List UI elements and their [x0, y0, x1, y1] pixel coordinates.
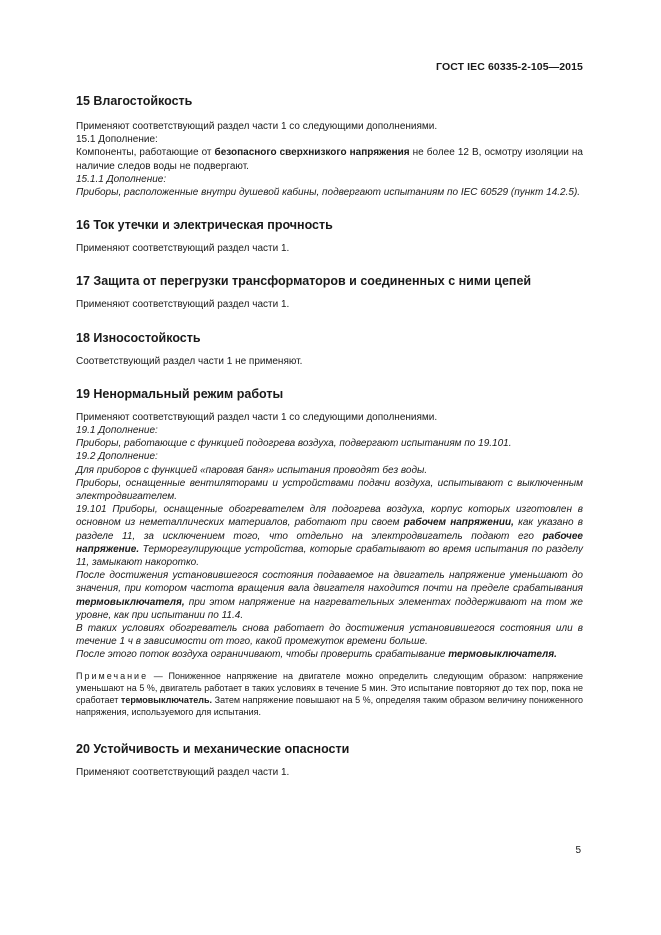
- section-18-title: 18 Износостойкость: [76, 330, 201, 345]
- section-16-title: 16 Ток утечки и электрическая прочность: [76, 218, 333, 233]
- term-thermal-cutout: термовыключателя,: [76, 596, 185, 608]
- term-rated-voltage: рабочем напряжении,: [403, 517, 514, 529]
- section-19-p7-text-c: как указано в разделе 11, за исключением того, что отдельно на электродвигатель подают его: [76, 517, 583, 542]
- term-selv: безопасного сверхнизкого напряжения: [214, 147, 410, 159]
- note-text-c: Затем напряжение повышают на 5 %, определяя таким образом величину пониженного напряжения, используемого для испытания.: [76, 695, 583, 718]
- term-thermal-cutout-3: термовыключатель.: [120, 695, 213, 706]
- section-16: [76, 217, 583, 255]
- section-17: [76, 273, 583, 311]
- section-19-p9: В таких условиях обогреватель снова работает до достижения установившегося состояния или в течение 1 ч в зависимости от того, какой промежуток времени больше.: [76, 623, 583, 648]
- section-15-p2: 15.1 Дополнение:: [76, 134, 158, 146]
- term-rated-voltage-2: рабочее напряжение.: [76, 530, 583, 555]
- section-15-p3-text-c: не более 12 В, осмотру изоляции на наличие следов воды не подвергают.: [76, 147, 583, 172]
- section-15-title: 15 Влагостойкость: [76, 94, 193, 108]
- note-text-a: — Пониженное напряжение на двигателе можно определить следующим образом: напряжение уменьшают на 5 %, двигатель работает в таких условиях в течение 5 мин. Это испытание повторяют до тех пор, пока не сработает: [76, 670, 583, 706]
- section-19-p7: [76, 503, 583, 569]
- note-label: Примечание: [76, 670, 149, 681]
- section-20-p1: Применяют соответствующий раздел части 1.: [76, 766, 290, 778]
- term-thermal-cutout-2: термовыключателя.: [448, 649, 557, 661]
- page-number: 5: [575, 845, 581, 856]
- page-content: [76, 86, 583, 779]
- section-19-p8-text-a: После достижения установившегося состояния подаваемое на двигатель напряжение уменьшают до значения, при котором частота вращения вала двигателя находится почти на пределе срабатывания: [76, 570, 583, 595]
- section-19-p2: 19.1 Дополнение:: [76, 425, 158, 437]
- section-19-p1: Применяют соответствующий раздел части 1 со следующими дополнениями.: [76, 411, 438, 423]
- section-19-p8: [76, 569, 583, 622]
- section-15-p3-text-a: Компоненты, работающие от: [76, 147, 215, 159]
- section-18: [76, 330, 583, 368]
- section-17-p1: Применяют соответствующий раздел части 1.: [76, 299, 290, 311]
- section-19-p7-text-e: Терморегулирующие устройства, которые срабатывают во время испытания по разделу 11, замыкают накоротко.: [76, 543, 583, 569]
- section-19-title: 19 Ненормальный режим работы: [76, 386, 284, 401]
- section-15-p5: Приборы, расположенные внутри душевой кабины, подвергают испытаниям по IEC 60529 (пункт 14.2.5).: [76, 187, 581, 199]
- standard-header: ГОСТ IEC 60335-2-105—2015: [436, 61, 583, 73]
- section-17-title: 17 Защита от перегрузки трансформаторов и соединенных с ними цепей: [76, 274, 532, 289]
- section-15-p1: Применяют соответствующий раздел части 1 со следующими дополнениями.: [76, 121, 438, 132]
- section-19-p6: Приборы, оснащенные вентиляторами и устройствами подачи воздуха, испытывают с выключенным электродвигателем.: [76, 477, 583, 503]
- section-19-p5: Для приборов с функцией «паровая баня» испытания проводят без воды.: [76, 464, 428, 476]
- section-19-p10: [76, 648, 583, 661]
- section-15-p4: 15.1.1 Дополнение:: [76, 173, 167, 185]
- section-19-note: [76, 670, 583, 719]
- section-19: [76, 386, 583, 719]
- section-20: [76, 741, 583, 779]
- section-19-p7-text-a: 19.101 Приборы, оснащенные обогревателем для подогрева воздуха, корпус которых изготовлен в основном из неметаллических материалов, работают при своем: [76, 504, 583, 529]
- section-15: [76, 93, 583, 199]
- section-18-p1: Соответствующий раздел части 1 не применяют.: [76, 355, 303, 367]
- section-19-p10-text-a: После этого поток воздуха ограничивают, чтобы проверить срабатывание: [76, 649, 449, 661]
- section-20-title: 20 Устойчивость и механические опасности: [76, 741, 350, 756]
- section-19-p3: Приборы, работающие с функцией подогрева воздуха, подвергают испытаниям по 19.101.: [76, 438, 512, 450]
- section-19-p4: 19.2 Дополнение:: [76, 451, 158, 463]
- section-16-p1: Применяют соответствующий раздел части 1.: [76, 243, 290, 255]
- section-15-p3: [76, 146, 583, 172]
- section-19-p8-text-c: при этом напряжение на нагревательных элементах поддерживают на том же уровне, как при испытании по 11.4.: [76, 596, 583, 621]
